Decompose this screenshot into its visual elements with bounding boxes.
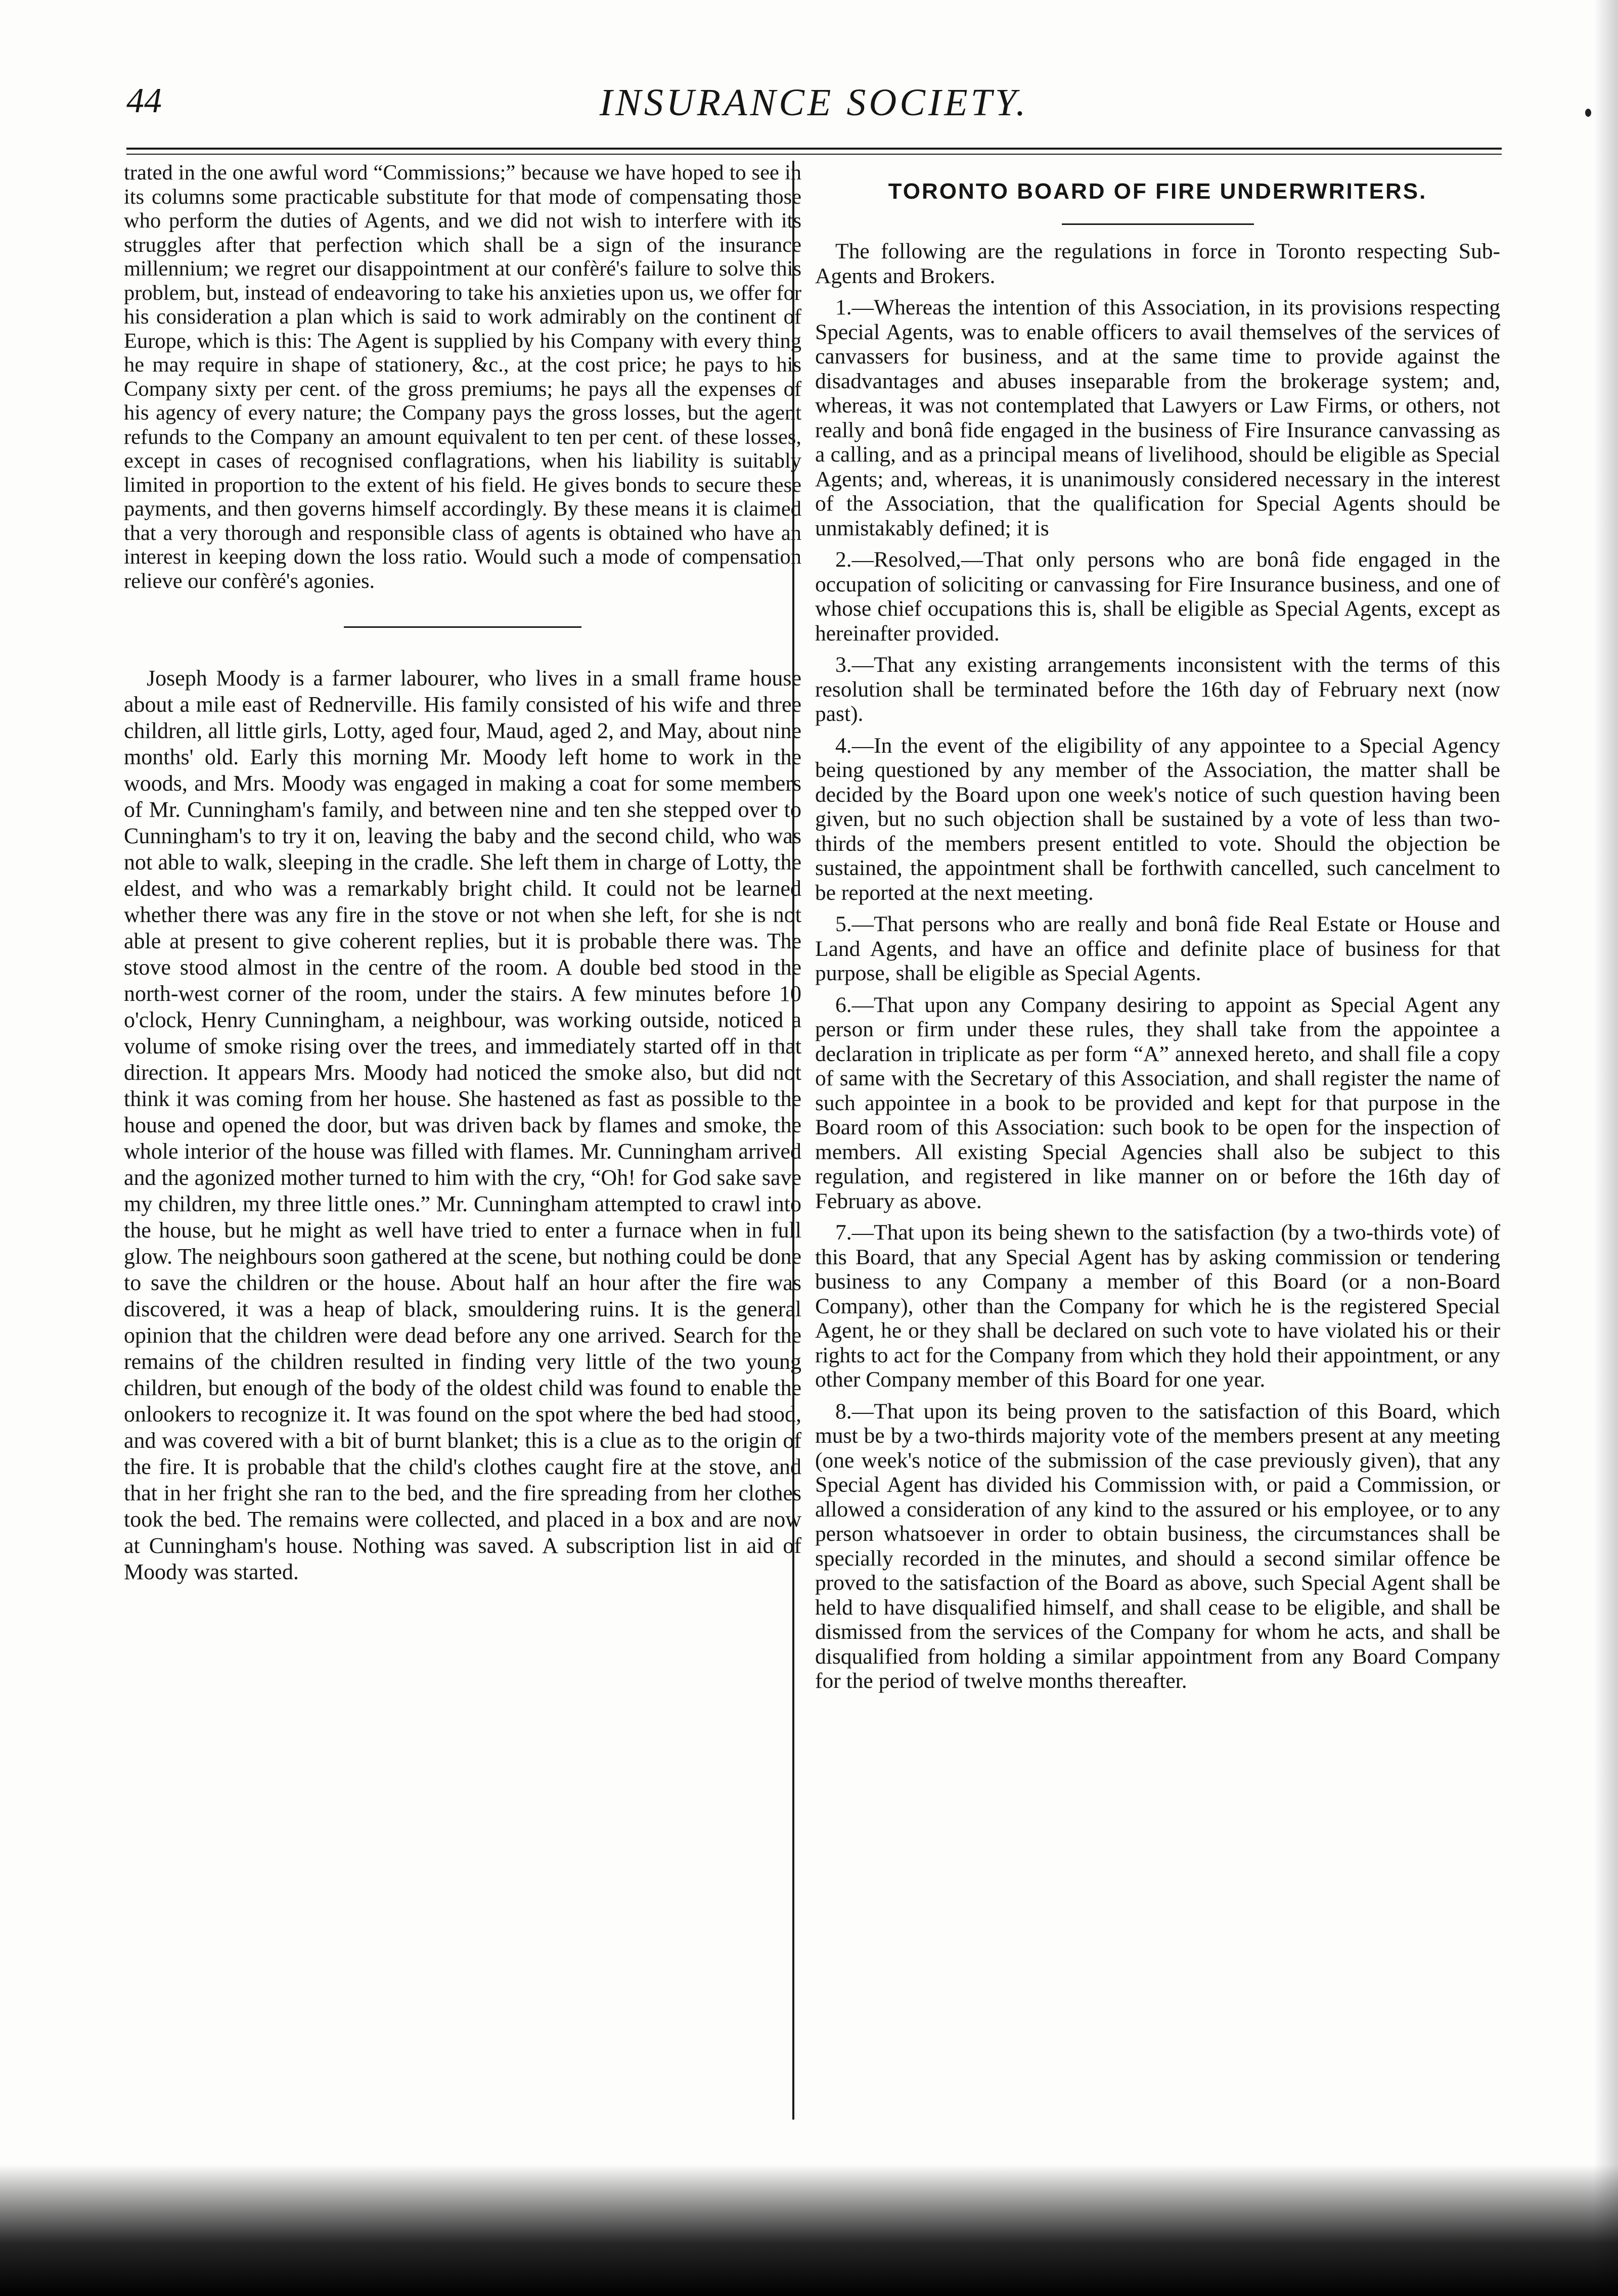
regulation-2: 2.—Resolved,—That only persons who are bonâ fide engaged in the occupation of soliciting or canvassing for Fire Insurance business, and one of whose chief occupations this is, shall be eligible as Special Agents, except as hereinafter provided. <box>815 547 1500 646</box>
regulation-3: 3.—That any existing arrangements inconsistent with the terms of this resolution shall be terminated before the 16th day of February next (now past). <box>815 653 1500 726</box>
right-column <box>815 161 1500 1693</box>
page-header <box>126 81 1502 136</box>
fire-story-paragraph: Joseph Moody is a farmer labourer, who lives in a small frame house about a mile east of Rednerville. His family consisted of his wife and three children, all little girls, Lotty, aged four, Maud, aged 2, and May, about nine months' old. Early this morning Mr. Moody left home to work in the woods, and Mrs. Moody was engaged in making a coat for some members of Mr. Cunningham's family, and between nine and ten she stepped over to Cunningham's to try it on, leaving the baby and the second child, who was not able to walk, sleeping in the cradle. She left them in charge of Lotty, the eldest, and who was a remarkably bright child. It could not be learned whether there was any fire in the stove or not when she left, for she is not able at present to give coherent replies, but it is probable there was. The stove stood almost in the centre of the room. A double bed stood in the north-west corner of the room, under the stairs. A few minutes before 10 o'clock, Henry Cunningham, a neighbour, was working outside, noticed a volume of smoke rising over the trees, and immediately started off in that direction. It appears Mrs. Moody had noticed the smoke also, but did not think it was coming from her house. She hastened as fast as possible to the house and opened the door, but was driven back by flames and smoke, the whole interior of the house was filled with flames. Mr. Cunningham arrived and the agonized mother turned to him with the cry, “Oh! for God sake save my children, my three little ones.” Mr. Cunningham attempted to crawl into the house, but he might as well have tried to enter a furnace when in full glow. The neighbours soon gathered at the scene, but nothing could be done to save the children or the house. About half an hour after the fire was discovered, it was a heap of black, smouldering ruins. It is the general opinion that the children were dead before any one arrived. Search for the remains of the children resulted in finding very little of the two young children, but enough of the body of the oldest child was found to enable the onlookers to recognize it. It was found on the spot where the bed had stood, and was covered with a bit of burnt blanket; this is a clue as to the origin of the fire. It is probable that the child's clothes caught fire at the stove, and that in her fright she ran to the bed, and the fire spreading from her clothes took the bed. The remains were collected, and placed in a box and are now at Cunningham's house. Nothing was saved. A subscription list in aid of Moody was started. <box>124 666 801 1584</box>
page-number: 44 <box>126 81 162 120</box>
regulation-intro: The following are the regulations in force in Toronto respecting Sub-Agents and Brokers. <box>815 239 1500 288</box>
continued-paragraph: trated in the one awful word “Commissions;” because we have hoped to see in its columns some practicable substitute for that mode of compensating those who perform the duties of Agents, and we did not wish to interfere with its struggles after that perfection which shall be a sign of the insurance millennium; we regret our disappointment at our confèré's failure to solve this problem, but, instead of endeavoring to take his anxieties upon us, we offer for his consideration a plan which is said to work admirably on the continent of Europe, which is this: The Agent is supplied by his Company with every thing he may require in shape of stationery, &c., at the cost price; he pays to his Company sixty per cent. of the gross premiums; he pays all the expenses of his agency of every nature; the Company pays the gross losses, but the agent refunds to the Company an amount equivalent to ten per cent. of these losses, except in cases of recognised conflagrations, when his liability is suitably limited in proportion to the extent of his field. He gives bonds to secure these payments, and then governs himself accordingly. By these means it is claimed that a very thorough and responsible class of agents is obtained who have an interest in keeping down the loss ratio. Would such a mode of compensation relieve our confèré's agonies. <box>124 161 801 593</box>
section-title: TORONTO BOARD OF FIRE UNDERWRITERS. <box>888 179 1427 204</box>
scan-speck <box>1585 109 1591 117</box>
article-separator <box>344 626 581 628</box>
regulation-4: 4.—In the event of the eligibility of any appointee to a Special Agency being questioned by any member of the Association, the matter shall be decided by the Board upon one week's notice of such question having been given, but no such objection shall be sustained by a vote of less than two-thirds of the members present entitled to vote. Should the objection be sustained, the appointment shall be forthwith cancelled, such cancelment to be reported at the next meeting. <box>815 733 1500 905</box>
left-column <box>124 161 801 1585</box>
scan-edge-shadow-right <box>1593 0 1618 2296</box>
running-title: INSURANCE SOCIETY. <box>599 81 1029 124</box>
regulation-7: 7.—That upon its being shewn to the satisfaction (by a two-thirds vote) of this Board, that any Special Agent has by asking commission or tendering business to any Company a member of this Board (or a non-Board Company), other than the Company for which he is the registered Special Agent, he or they shall be declared on such vote to have violated his or their rights to act for the Company from which they hold their appointment, or any other Company member of this Board for one year. <box>815 1220 1500 1392</box>
header-rule-thick <box>126 148 1502 150</box>
regulation-6: 6.—That upon any Company desiring to appoint as Special Agent any person or firm under these rules, they shall take from the appointee a declaration in triplicate as per form “A” annexed hereto, and shall file a copy of same with the Secretary of this Association, and shall register the name of such appointee in a book to be provided and kept for that purpose in the Board room of this Association: such book to be open for the inspection of members. All existing Special Agencies shall also be subject to this regulation, and registered in like manner on or before the 16th day of February as above. <box>815 992 1500 1213</box>
regulation-8: 8.—That upon its being proven to the satisfaction of this Board, which must be by a two-thirds majority vote of the members present at any meeting (one week's notice of the submission of the case previously given), that any Special Agent has divided his Commission with, or paid a Commission, or allowed a consideration of any kind to the assured or his employee, or to any person whatsoever in order to obtain business, the circumstances shall be specially recorded in the minutes, and should a second similar offence be proved to the satisfaction of the Board as above, such Special Agent shall be held to have disqualified himself, and shall cease to be eligible, and shall be dismissed from the services of the Company for whom he acts, and shall be disqualified from holding a similar appointment from any Board Company for the period of twelve months thereafter. <box>815 1399 1500 1693</box>
regulation-5: 5.—That persons who are really and bonâ fide Real Estate or House and Land Agents, and have an office and definite place of business for that purpose, shall be eligible as Special Agents. <box>815 912 1500 985</box>
regulation-1: 1.—Whereas the intention of this Association, in its provisions respecting Special Agents, was to enable officers to avail themselves of the services of canvassers for business, and at the same time to provide against the disadvantages and abuses inseparable from the brokerage system; and, whereas, it was not contemplated that Lawyers or Law Firms, or others, not really and bonâ fide engaged in the business of Fire Insurance canvassing as a calling, and as a principal means of livelihood, should be eligible as Special Agents; and, whereas, it is unanimously considered necessary in the interest of the Association, that the qualification for Special Agents should be unmistakably defined; it is <box>815 295 1500 540</box>
header-rule-thin <box>126 154 1502 155</box>
scan-edge-shadow-bottom <box>0 2165 1618 2296</box>
title-separator <box>1062 223 1254 225</box>
